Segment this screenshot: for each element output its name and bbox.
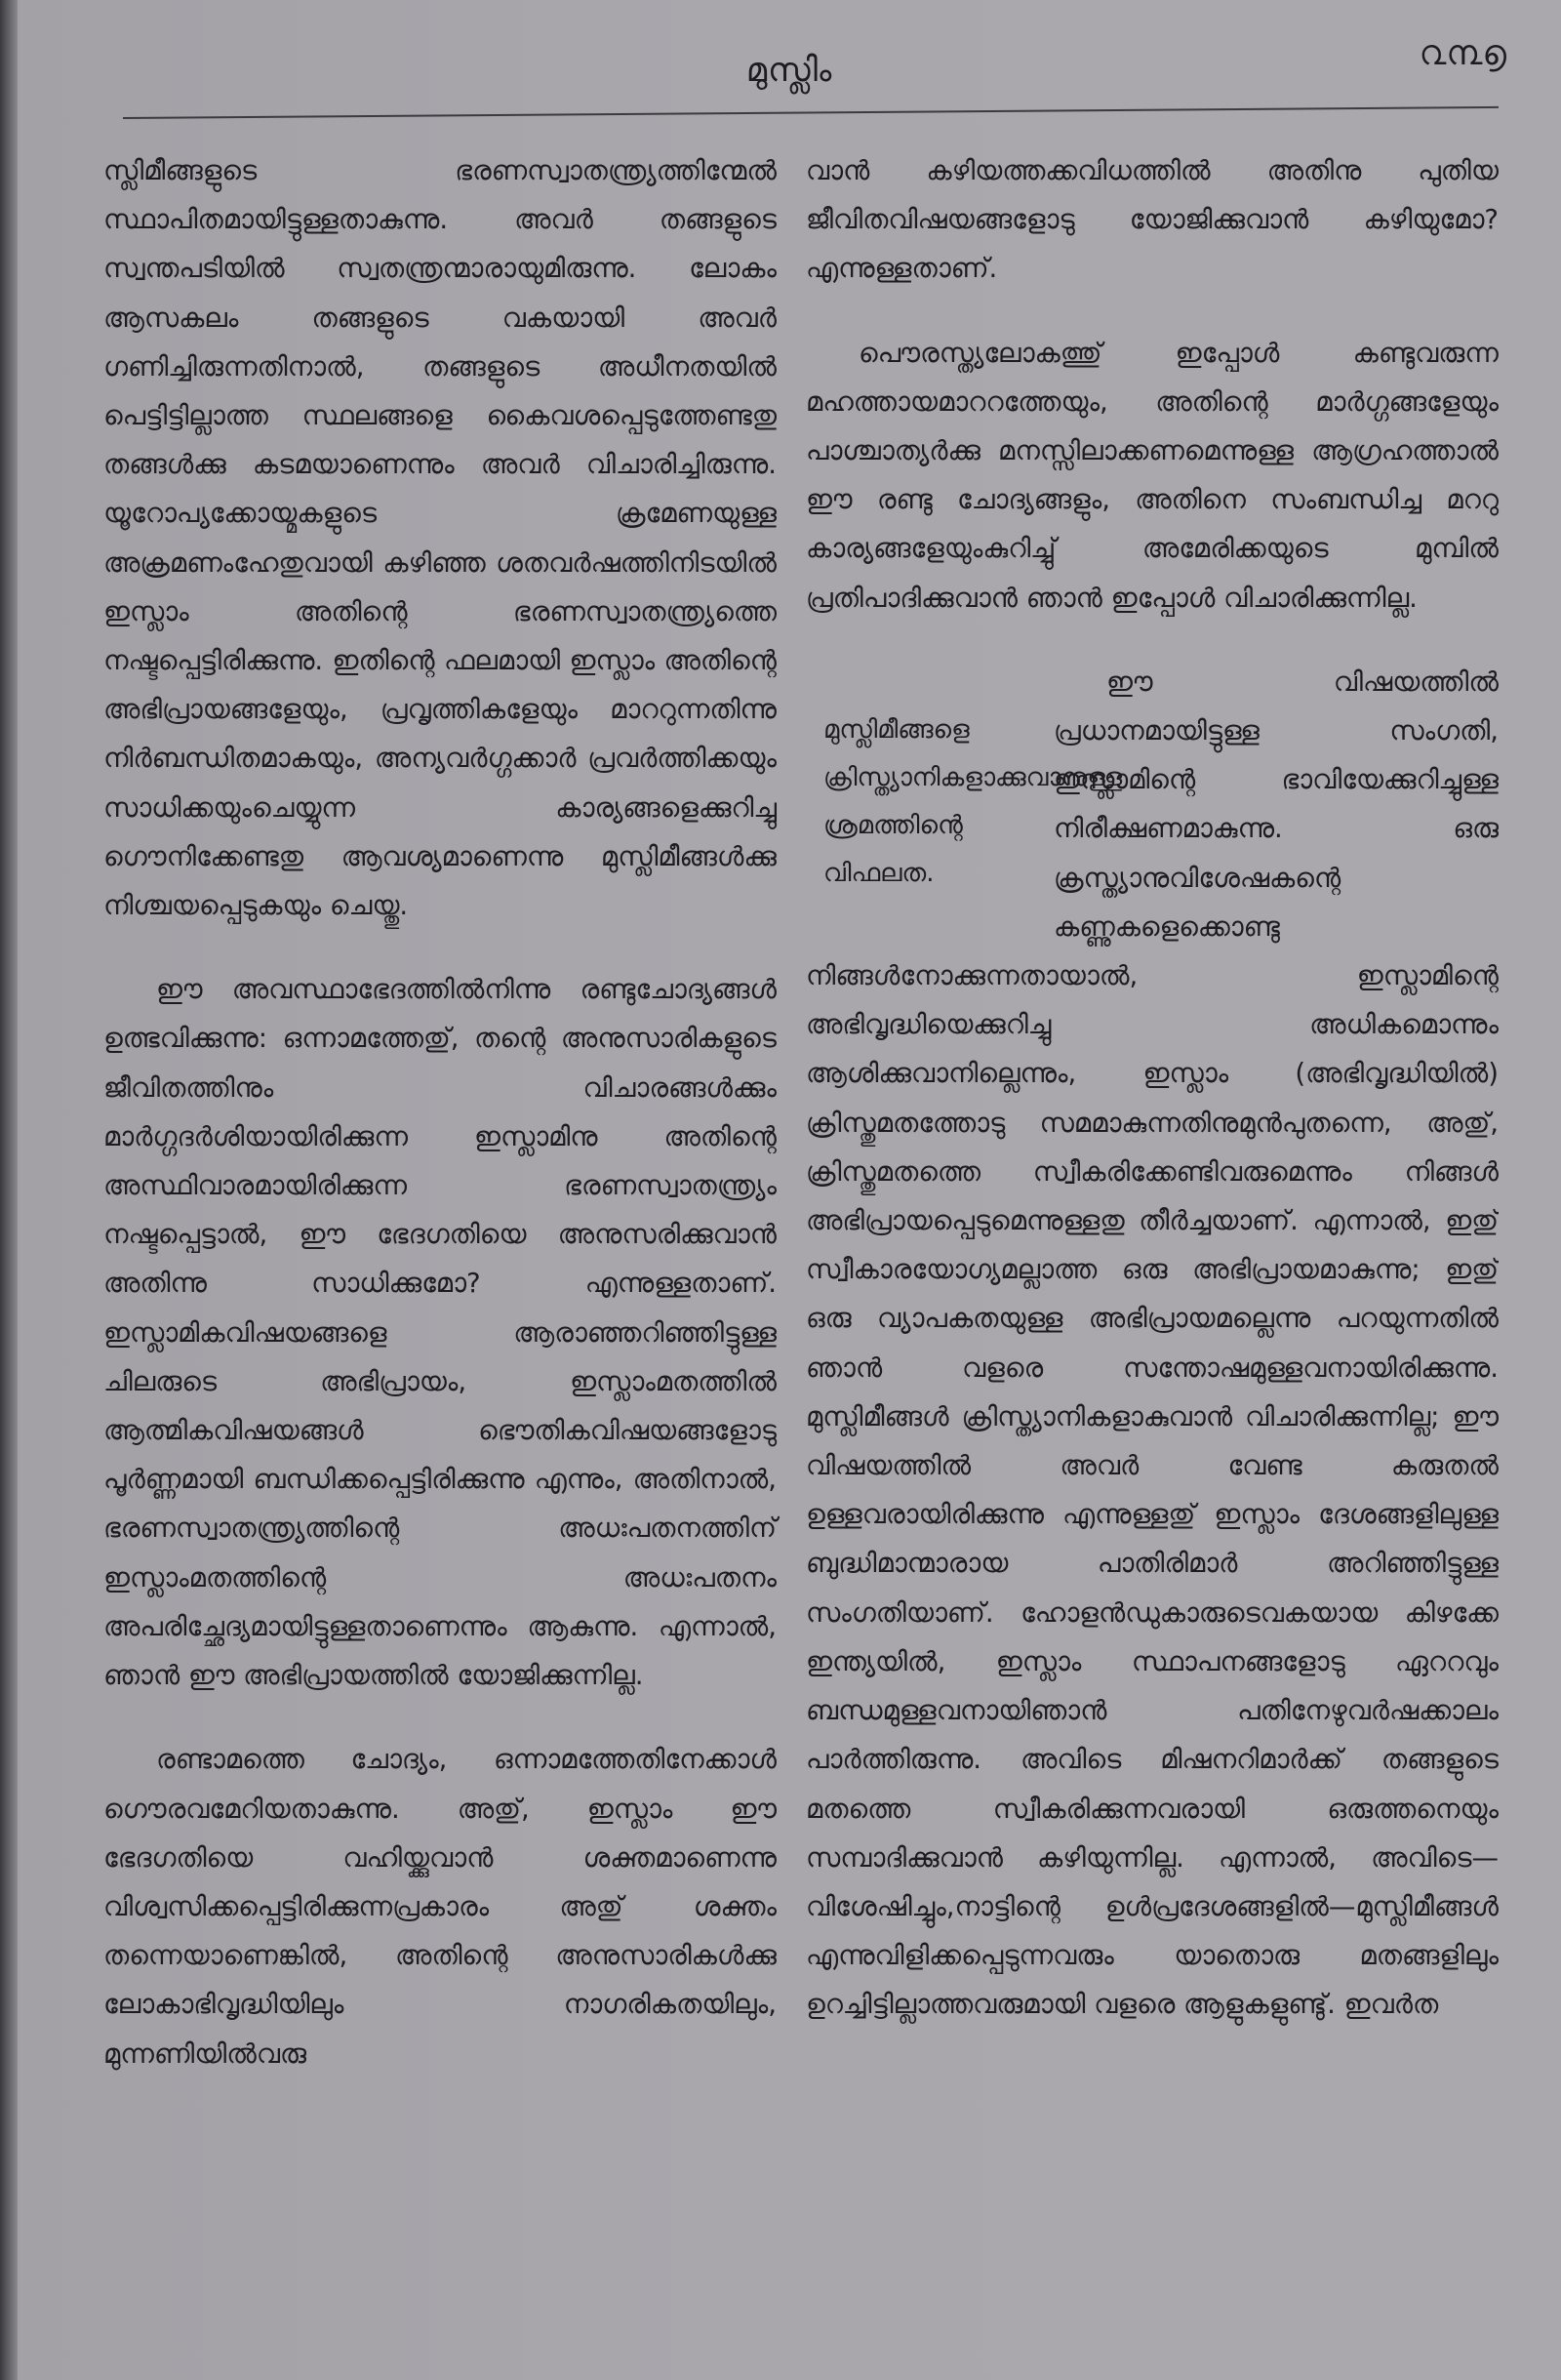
running-header-title: മുസ്ലിം <box>745 51 833 90</box>
book-gutter <box>0 0 18 2380</box>
left-column <box>103 146 777 2114</box>
sidenote-block <box>806 658 1499 2065</box>
book-page <box>18 0 1561 2380</box>
header-rule <box>123 106 1499 119</box>
right-paragraph-3: ഈ വിഷയത്തിൽ പ്രധാനമായിട്ടുള്ള സംഗതി, ഇസ്ലാമിന്റെ ഭാവിയേക്കുറിച്ചുള്ള നിരീക്ഷണമാകുന്നു. ഒരു ക്രസ്ത്യാനുവിശേഷകന്റെ കണ്ണുകളെക്കൊണ്ടു നിങ്ങൾനോക്കുന്നതായാൽ, ഇസ്ലാമിന്റെ അഭിവൃദ്ധിയെക്കുറിച്ചു അധികമൊന്നും ആശിക്കുവാനില്ലെന്നും, ഇസ്ലാം (അഭിവൃദ്ധിയിൽ) ക്രിസ്തുമതത്തോടു സമമാകുന്നതിനുമുൻപുതന്നെ, അതു്, ക്രിസ്തുമതത്തെ സ്വീകരിക്കേണ്ടിവരുമെന്നും നിങ്ങൾ അഭിപ്രായപ്പെടുമെന്നുള്ളതു തീർച്ചയാണ്. എന്നാൽ, ഇതു് സ്വീകാരയോഗ്യമല്ലാത്ത ഒരു അഭിപ്രായമാകുന്നു; ഇതു് ഒരു വ്യാപകതയുള്ള അഭിപ്രായമല്ലെന്നു പറയുന്നതിൽ ഞാൻ വളരെ സന്തോഷമുള്ളവനായിരിക്കുന്നു. മുസ്ലിമീങ്ങൾ ക്രിസ്ത്യാനികളാകുവാൻ വിചാരിക്കുന്നില്ല; ഈ വിഷയത്തിൽ അവർ വേണ്ട കരുതൽ ഉള്ളവരായിരിക്കുന്നു എന്നുള്ളതു് ഇസ്ലാം ദേശങ്ങളിലുള്ള ബുദ്ധിമാന്മാരായ പാതിരിമാർ അറിഞ്ഞിട്ടുള്ള സംഗതിയാണ്. ഹോളൻഡുകാരുടെവകയായ കിഴക്കേ ഇന്ത്യയിൽ, ഇസ്ലാം സ്ഥാപനങ്ങളോടു ഏററവും ബന്ധമുള്ളവനായിഞാൻ പതിനേഴുവർഷക്കാലം പാർത്തിരുന്നു. അവിടെ മിഷനറിമാർക്ക് തങ്ങളുടെ മതത്തെ സ്വീകരിക്കുന്നവരായി ഒരുത്തനെയും സമ്പാദിക്കുവാൻ കഴിയുന്നില്ല. എന്നാൽ, അവിടെ—വിശേഷിച്ചും,നാട്ടിന്റെ ഉൾപ്രദേശങ്ങളിൽ—മുസ്ലിമീങ്ങൾ എന്നുവിളിക്കപ്പെടുന്നവരും യാതൊരു മതങ്ങളിലും ഉറച്ചിട്ടില്ലാത്തവരുമായി വളരെ ആളുകളുണ്ടു്. ഇവർത <box>806 666 1499 2021</box>
left-paragraph-3: രണ്ടാമത്തെ ചോദ്യം, ഒന്നാമത്തേതിനേക്കാൾ ഗൌരവമേറിയതാകുന്നു. അതു്, ഇസ്ലാം ഈ ഭേദഗതിയെ വഹിയ്ക്കുവാൻ ശക്തമാണെന്നു വിശ്വസിക്കപ്പെട്ടിരിക്കുന്നപ്രകാരം അതു് ശക്തം തന്നെയാണെങ്കിൽ, അതിന്റെ അനുസാരികൾക്കു ലോകാഭിവൃദ്ധിയിലും നാഗരികതയിലും, മുന്നണിയിൽവരു <box>103 1744 777 2070</box>
left-paragraph-2: ഈ അവസ്ഥാഭേദത്തിൽനിന്നു രണ്ടുചോദ്യങ്ങൾ ഉത്ഭവിക്കുന്നു: ഒന്നാമത്തേതു്, തന്റെ അനുസാരികളുടെ ജീവിതത്തിനും വിചാരങ്ങൾക്കും മാർഗ്ഗദർശിയായിരിക്കുന്ന ഇസ്ലാമിനു അതിന്റെ അസ്ഥിവാരമായിരിക്കുന്ന ഭരണസ്വാതന്ത്ര്യം നഷ്ടപ്പെട്ടാൽ, ഈ ഭേദഗതിയെ അനുസരിക്കുവാൻ അതിന്നു സാധിക്കുമോ? എന്നുള്ളതാണ്. ഇസ്ലാമികവിഷയങ്ങളെ ആരാഞ്ഞറിഞ്ഞിട്ടുള്ള ചിലരുടെ അഭിപ്രായം, ഇസ്ലാംമതത്തിൽ ആത്മികവിഷയങ്ങൾ ഭൌതികവിഷയങ്ങളോടു പൂർണ്ണമായി ബന്ധിക്കപ്പെട്ടിരിക്കുന്നു എന്നും, അതിനാൽ, ഭരണസ്വാതന്ത്ര്യത്തിന്റെ അധഃപതനത്തിന് ഇസ്ലാംമതത്തിന്റെ അധഃപതനം അപരിച്ഛേദ്യമായിട്ടുള്ളതാണെന്നും ആകുന്നു. എന്നാൽ, ഞാൻ ഈ അഭിപ്രായത്തിൽ യോജിക്കുന്നില്ല. <box>103 974 777 1692</box>
left-paragraph-1: സ്ലിമീങ്ങളുടെ ഭരണസ്വാതന്ത്ര്യത്തിന്മേൽ സ്ഥാപിതമായിട്ടുള്ളതാകുന്നു. അവർ തങ്ങളുടെ സ്വന്തപടിയിൽ സ്വതന്ത്രന്മാരായുമിരുന്നു. ലോകം ആസകലം തങ്ങളുടെ വകയായി അവർ ഗണിച്ചിരുന്നതിനാൽ, തങ്ങളുടെ അധീനതയിൽ പെട്ടിട്ടില്ലാത്ത സ്ഥലങ്ങളെ കൈവശപ്പെടുത്തേണ്ടതു തങ്ങൾക്കു കടമയാണെന്നും അവർ വിചാരിച്ചിരുന്നു. യൂറോപ്യക്കോയ്മകളുടെ ക്രമേണയുള്ള അക്രമണംഹേതുവായി കഴിഞ്ഞ ശതവർഷത്തിനിടയിൽ ഇസ്ലാം അതിന്റെ ഭരണസ്വാതന്ത്ര്യത്തെ നഷ്ടപ്പെട്ടിരിക്കുന്നു. ഇതിന്റെ ഫലമായി ഇസ്ലാം അതിന്റെ അഭിപ്രായങ്ങളേയും, പ്രവൃത്തികളേയും മാററുന്നതിന്നു നിർബന്ധിതമാകയും, അന്യവർഗ്ഗക്കാർ പ്രവർത്തിക്കയും സാധിക്കയുംചെയ്യുന്ന കാര്യങ്ങളെക്കുറിച്ചു ഗൌനിക്കേണ്ടതു ആവശ്യമാണെന്നു മുസ്ലിമീങ്ങൾക്കു നിശ്ചയപ്പെടുകയും ചെയ്തു. <box>103 155 777 922</box>
right-paragraph-1: വാൻ കഴിയത്തക്കവിധത്തിൽ അതിനു പുതിയ ജീവിതവിഷയങ്ങളോടു യോജിക്കുവാൻ കഴിയുമോ? എന്നുള്ളതാണ്. <box>806 155 1499 285</box>
page-number: ൨൩൭ <box>1419 33 1506 73</box>
right-column <box>806 146 1499 2065</box>
marginal-sidenote: മുസ്ലിമീങ്ങളെ ക്രിസ്ത്യാനികളാക്കുവാനുള്ള ശ്രമത്തിന്റെ വിഫലത. <box>823 714 1123 888</box>
right-paragraph-2: പൌരസ്ത്യലോകത്തു് ഇപ്പോൾ കണ്ടുവരുന്ന മഹത്തായമാററത്തേയും, അതിന്റെ മാർഗ്ഗങ്ങളേയും പാശ്ചാത്യർക്കു മനസ്സിലാക്കണമെന്നുള്ള ആഗ്രഹത്താൽ ഈ രണ്ടു ചോദ്യങ്ങളും, അതിനെ സംബന്ധിച്ച മററു കാര്യങ്ങളേയുംകുറിച്ചു് അമേരിക്കയുടെ മുമ്പിൽ പ്രതിപാദിക്കുവാൻ ഞാൻ ഇപ്പോൾ വിചാരിക്കുന്നില്ല. <box>806 337 1499 614</box>
